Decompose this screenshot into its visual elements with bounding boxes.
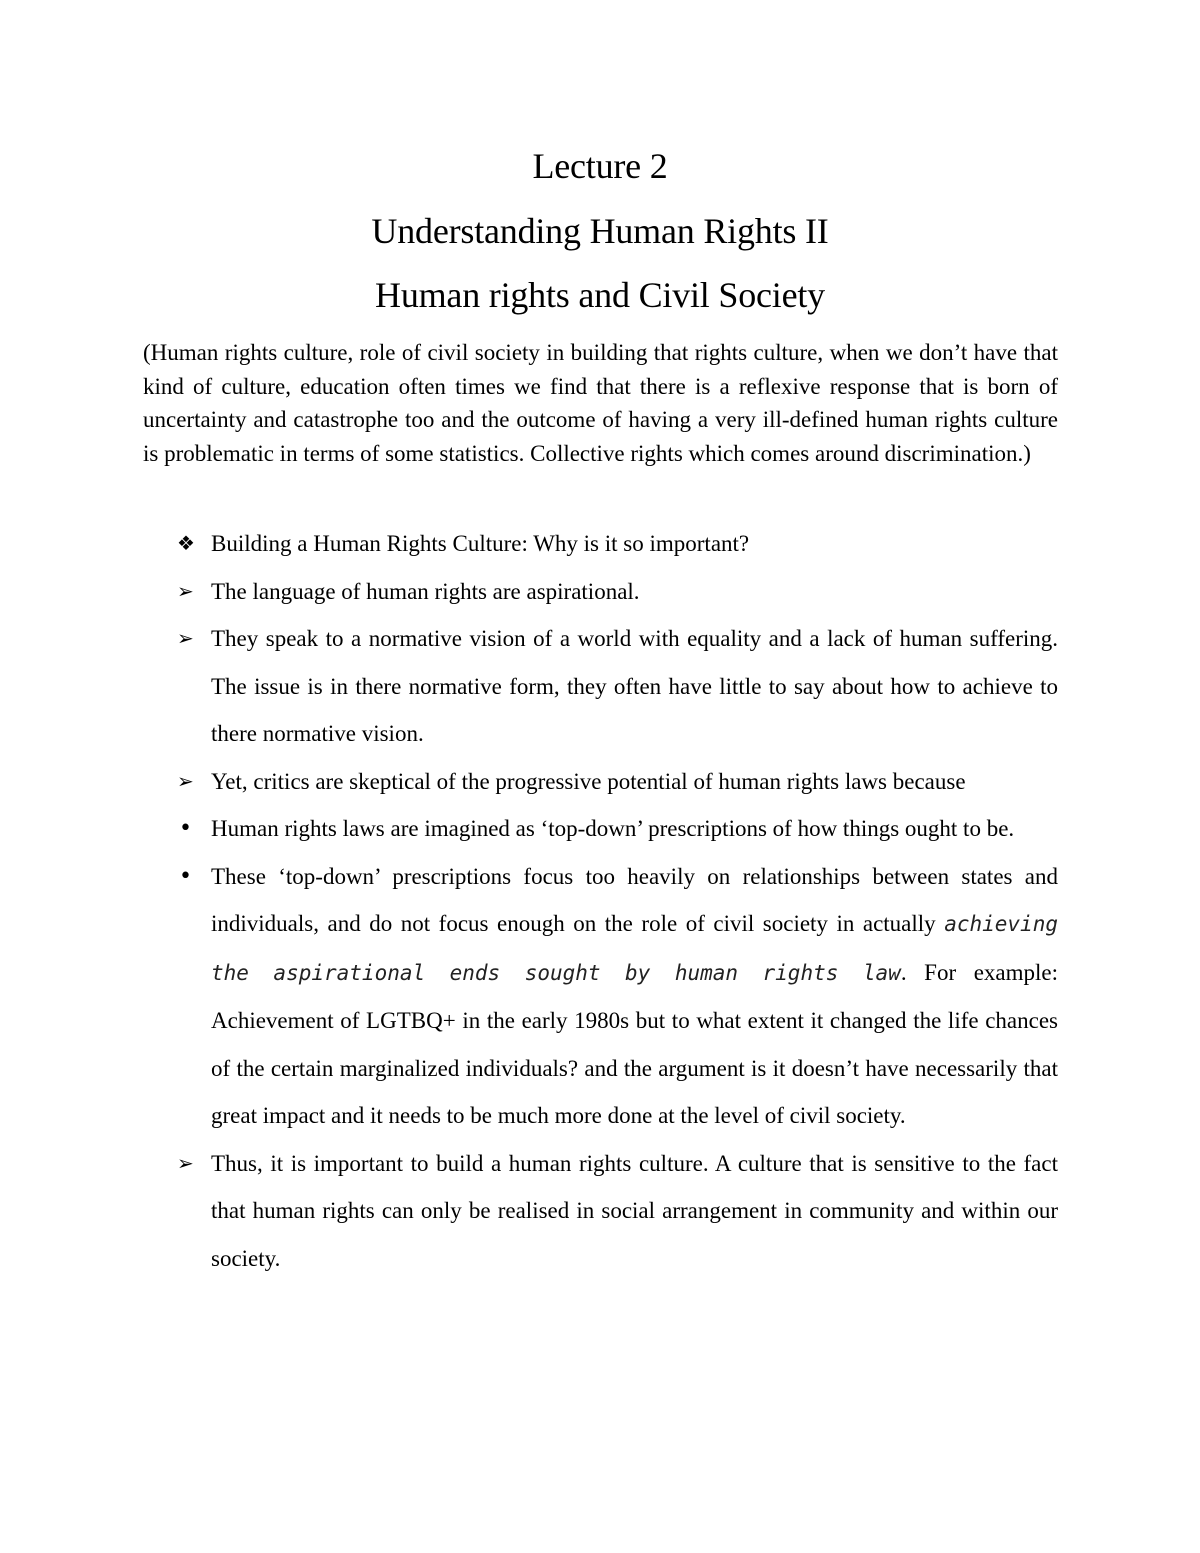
list-item: [143, 1140, 1058, 1283]
list-item-text-start: These ‘top-down’ prescriptions focus too heavily on relationships between states and individuals, and do not focus enough on the role of civil society in actually: [211, 863, 1058, 936]
intro-paragraph: (Human rights culture, role of civil society in building that rights culture, when we don’t have that kind of culture, education often times we find that there is a reflexive response that is born of uncertainty and catastrophe too and the outcome of having a very ill-defined human rights culture is problematic in terms of some statistics. Collective rights which comes around discrimination.): [143, 340, 1058, 466]
diamond-bullet-icon: ❖: [177, 531, 195, 555]
list-item: [143, 853, 1058, 1140]
list-item-text: Thus, it is important to build a human rights culture. A culture that is sensitive to the fact that human rights can only be realised in social arrangement in community and within our society.: [211, 1150, 1058, 1271]
arrowhead-bullet-icon: ➢: [177, 578, 194, 603]
list-item-text: Human rights laws are imagined as ‘top-down’ prescriptions of how things ought to be.: [211, 816, 1015, 841]
arrowhead-bullet-icon: ➢: [177, 626, 194, 650]
list-item: [143, 758, 1058, 806]
list-item-text: The language of human rights are aspirational.: [211, 578, 640, 604]
list-item-text: [211, 864, 1058, 1129]
lecture-topic-title: Understanding Human Rights II: [371, 211, 829, 251]
lecture-subtitle: Human rights and Civil Society: [375, 275, 825, 315]
list-item: [143, 805, 1058, 853]
arrowhead-bullet-icon: ➢: [177, 1150, 194, 1175]
emphasized-phrase: achieving the aspirational ends sought by human rights law: [211, 912, 1058, 985]
list-item-text: They speak to a normative vision of a world with equality and a lack of human suffering. The issue is in there normative form, they often have little to say about how to achieve to there normative vision.: [211, 626, 1058, 746]
list-item-text-end: . For example: Achievement of LGTBQ+ in the early 1980s but to what extent it changed the life chances of the certain marginalized individuals? and the argument is it doesn’t have necessarily that great impact and it needs to be much more done at the level of civil society.: [211, 959, 1059, 1128]
dot-bullet-icon: •: [179, 816, 192, 841]
list-item-text: Building a Human Rights Culture: Why is it so important?: [211, 531, 750, 556]
dot-bullet-icon: •: [179, 863, 192, 889]
list-item: [143, 568, 1058, 616]
bullet-list: [143, 520, 1058, 1282]
list-item-text: Yet, critics are skeptical of the progressive potential of human rights laws because: [211, 768, 966, 794]
list-item: [143, 520, 1058, 568]
lecture-number-title: Lecture 2: [532, 146, 668, 186]
arrowhead-bullet-icon: ➢: [177, 768, 194, 793]
list-item: [143, 615, 1058, 758]
